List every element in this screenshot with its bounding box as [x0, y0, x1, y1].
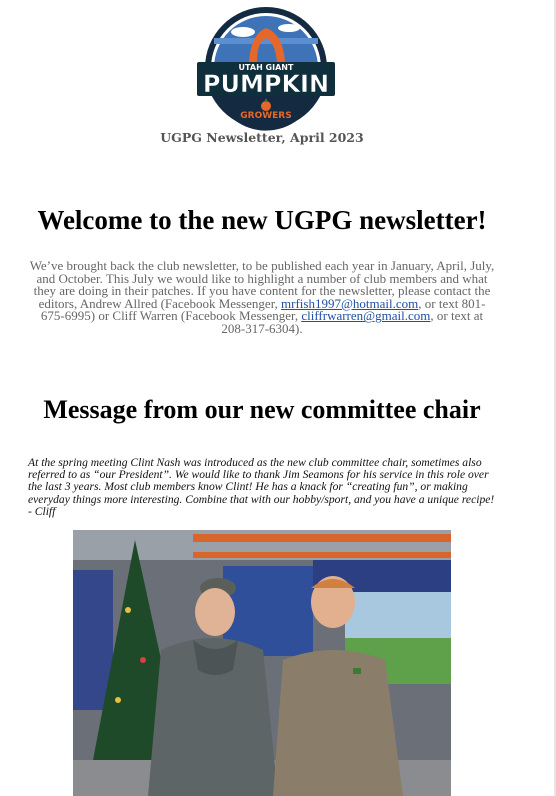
committee-photo [73, 530, 451, 796]
chair-heading: Message from our new committee chair [43, 395, 481, 424]
logo-graphic [191, 4, 341, 132]
ugpg-logo [191, 4, 341, 132]
logo-text-bottom: GROWERS [240, 111, 292, 121]
email-link-cliff[interactable]: cliffrwarren@gmail.com [301, 308, 431, 324]
chair-message: At the spring meeting Clint Nash was introduced as the new club committee chair, sometimes also referred to as “our President”. We would like to thank Jim Seamons for his service in this role over the last 3 years. Most club members know Clint! He has a knack for “creating fun”, or making everyday things more interesting. Combine that with our hobby/sport, and you have a unique recipe! - Cliff [28, 456, 495, 518]
photo-graphic [73, 530, 451, 796]
intro-text-1: We’ve brought back the club newsletter, to be published each year in January, April, July, and October. This July we would like to highlight a number of club members and what they are doing in their patches. If you have content for the newsletter, please contact the editors, Andrew Allred (Facebook Messenger, [29, 258, 495, 311]
welcome-paragraph [28, 260, 496, 336]
logo-text-main: PUMPKIN [202, 70, 330, 98]
email-link-andrew[interactable]: mrfish1997@hotmail.com [281, 295, 419, 311]
logo-text-top: UTAH GIANT [238, 63, 294, 72]
welcome-heading: Welcome to the new UGPG newsletter! [37, 205, 487, 235]
intro-text-2: , or text 801-675-6995) or Cliff Warren (Facebook Messenger, [40, 295, 486, 324]
issue-date: UGPG Newsletter, April 2023 [160, 130, 364, 145]
intro-text-3: , or text at 208-317-6304). [221, 308, 484, 336]
